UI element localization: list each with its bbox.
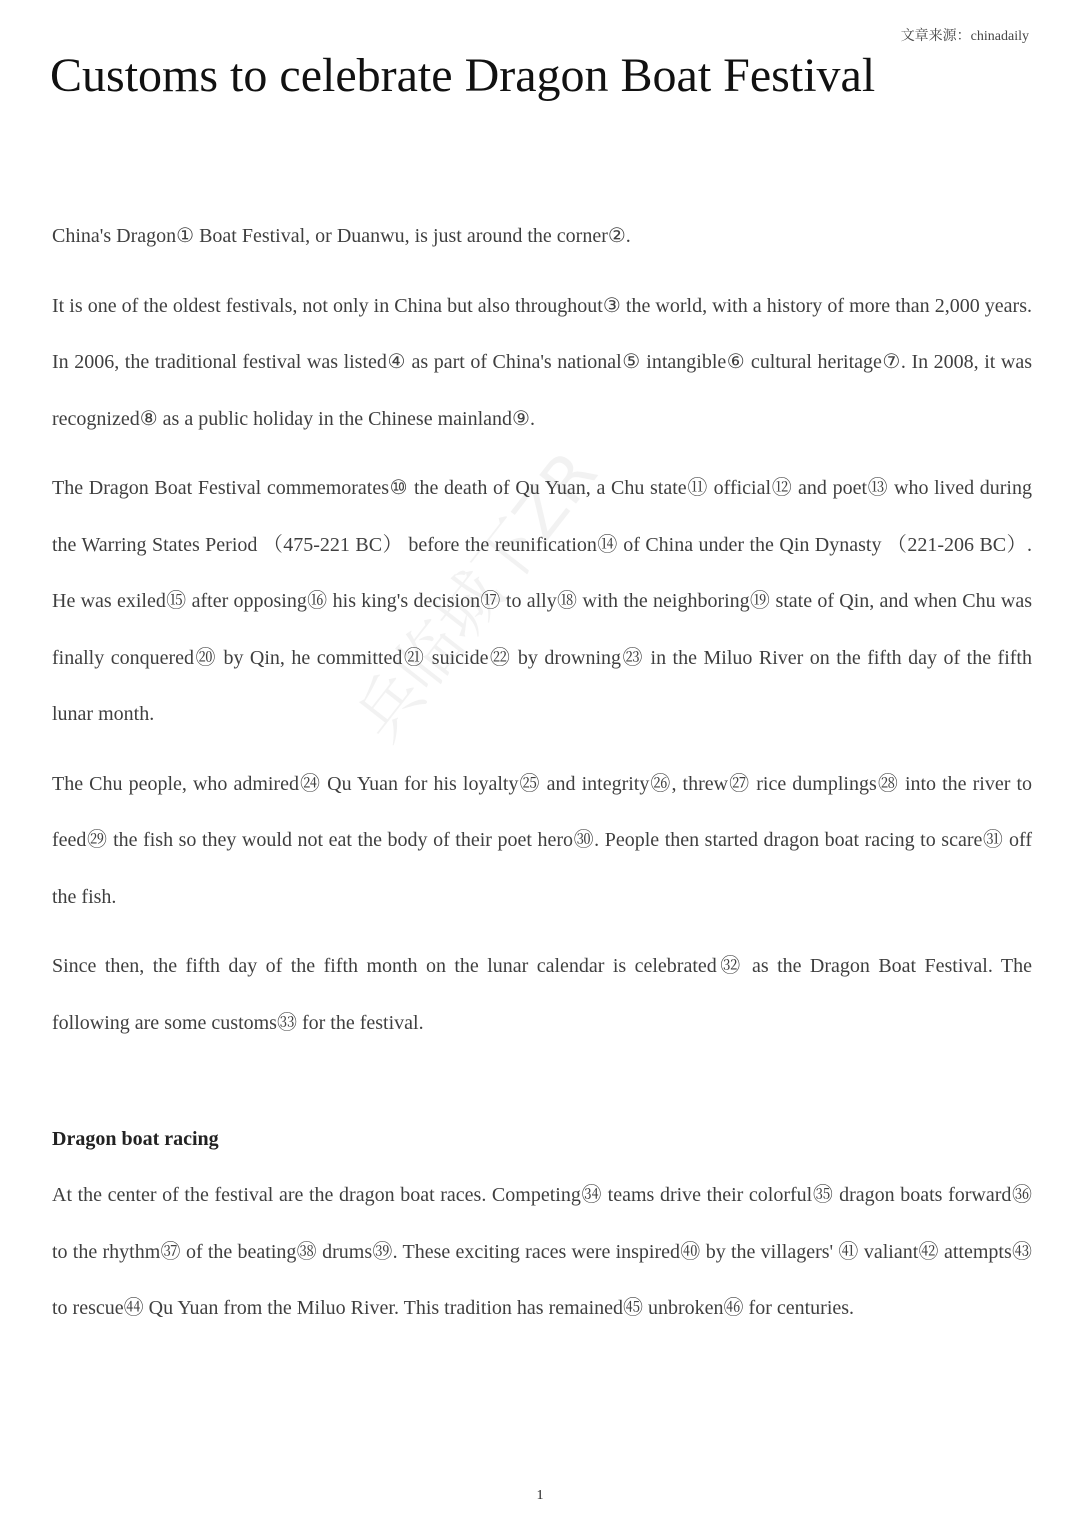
page-number: 1: [536, 1488, 544, 1503]
paragraph-chu-people: The Chu people, who admired㉔ Qu Yuan for his loyalty㉕ and integrity㉖, threw㉗ rice dumplings㉘ into the river to feed㉙ the fish so they would not eat the body of their poet hero㉚. People then started dragon boat racing to scare㉛ off the fish.: [52, 772, 1032, 908]
paragraph-dragon-boat-racing: At the center of the festival are the dragon boat races. Competing㉞ teams drive their colorful㉟ dragon boats forward㊱ to the rhythm㊲ of the beating㊳ drums㊴. These exciting races were inspired㊵ by the villagers' ㊶ valiant㊷ attempts㊸ to rescue㊹ Qu Yuan from the Miluo River. This tradition has remained㊺ unbroken㊻ for centuries.: [52, 1184, 1033, 1319]
article-body: [52, 208, 1032, 1350]
section-heading-dragon-boat-racing: Dragon boat racing: [52, 1128, 219, 1150]
watermark-text: 兵临城下ZR: [341, 437, 613, 755]
source-note: 文章来源：chinadaily: [900, 29, 1029, 44]
paragraph-intro: China's Dragon① Boat Festival, or Duanwu, is just around the corner②.: [52, 225, 631, 247]
paragraph-history: It is one of the oldest festivals, not only in China but also throughout③ the world, with a history of more than 2,000 years. In 2006, the traditional festival was listed④ as part of China's national⑤ intangible⑥ cultural heritage⑦. In 2008, it was recognized⑧ as a public holiday in the Chinese mainland⑨.: [52, 294, 1032, 430]
document-title: Customs to celebrate Dragon Boat Festival: [50, 49, 876, 102]
paragraph-customs-intro: Since then, the fifth day of the fifth month on the lunar calendar is celebrated㉜ as the Dragon Boat Festival. The following are some customs㉝ for the festival.: [52, 955, 1032, 1034]
paragraph-qu-yuan: The Dragon Boat Festival commemorates⑩ the death of Qu Yuan, a Chu state⑪ official⑫ and poet⑬ who lived during the Warring States Period （475-221 BC） before the reunification⑭ of China under the Qin Dynasty （221-206 BC）. He was exiled⑮ after opposing⑯ his king's decision⑰ to ally⑱ with the neighboring⑲ state of Qin, and when Chu was finally conquered⑳ by Qin, he committed㉑ suicide㉒ by drowning㉓ in the Miluo River on the fifth day of the fifth lunar month.: [52, 477, 1032, 725]
